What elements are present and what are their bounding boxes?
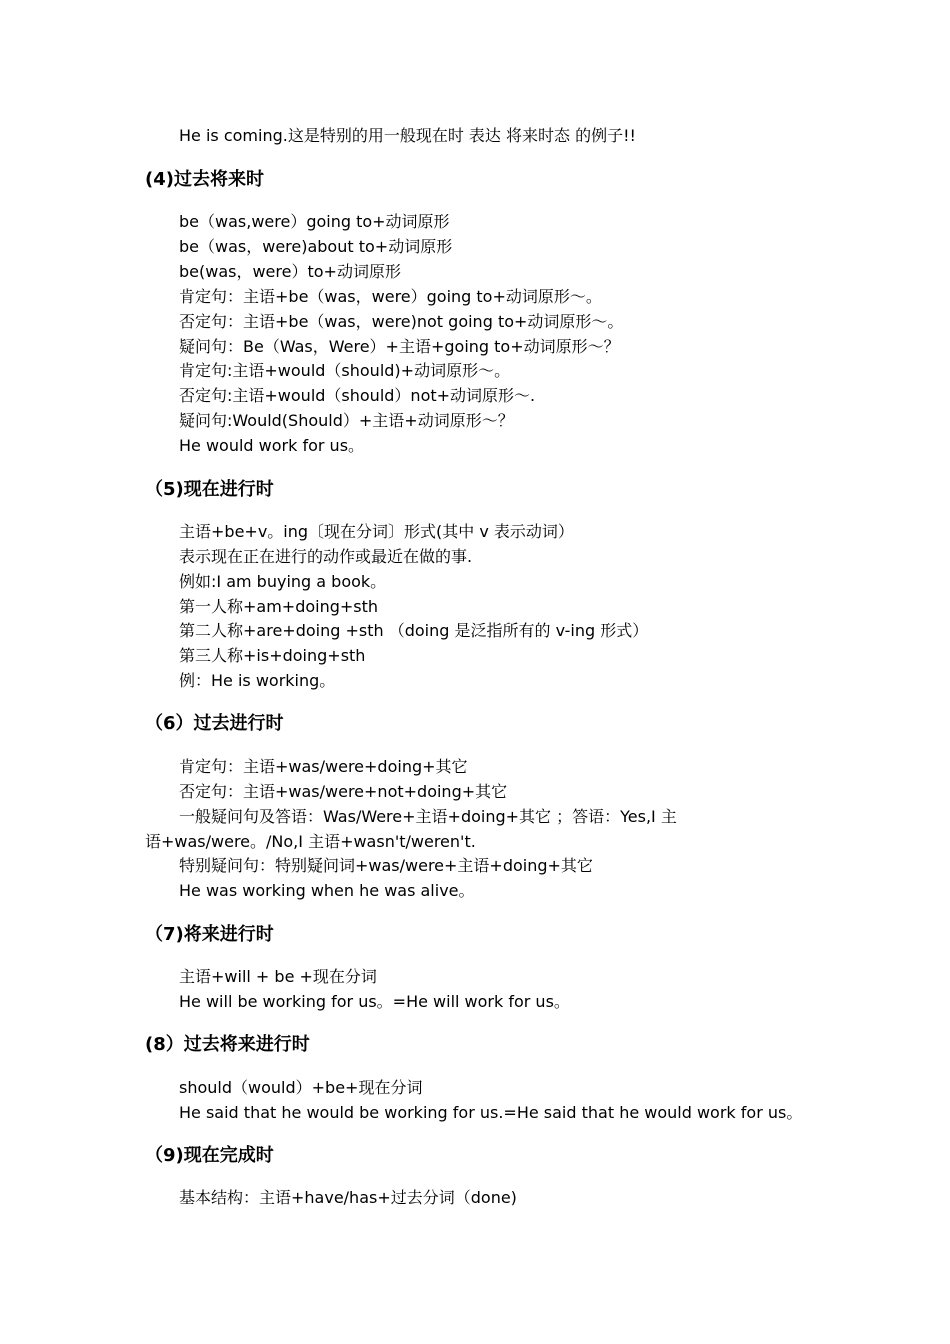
text-line: 特别疑问句：特别疑问词+was/were+主语+doing+其它 xyxy=(179,856,593,875)
text-line: 主语+be+v。ing〔现在分词〕形式(其中 v 表示动词） xyxy=(179,522,574,541)
intro-line: He is coming.这是特别的用一般现在时 表达 将来时态 的例子!! xyxy=(179,126,636,145)
text-line: be(was，were）to+动词原形 xyxy=(179,262,401,281)
text-line: 疑问句:Would(Should）+主语+动词原形～？ xyxy=(179,411,514,430)
text-line: be（was,were）going to+动词原形 xyxy=(179,212,450,231)
text-line: 肯定句：主语+was/were+doing+其它 xyxy=(179,757,468,776)
text-line: should（would）+be+现在分词 xyxy=(179,1078,423,1097)
section-7-heading: （7)将来进行时 xyxy=(145,924,274,945)
text-line: 例：He is working。 xyxy=(179,671,336,690)
text-line: 肯定句:主语+would（should)+动词原形～。 xyxy=(179,361,511,380)
text-line: 否定句：主语+be（was，were)not going to+动词原形～。 xyxy=(179,312,624,331)
section-9-heading: （9)现在完成时 xyxy=(145,1145,274,1166)
text-line: be（was，were)about to+动词原形 xyxy=(179,237,453,256)
text-line: 主语+will + be +现在分词 xyxy=(179,967,377,986)
section-6-heading: （6）过去进行时 xyxy=(145,713,284,734)
section-4-heading: (4)过去将来时 xyxy=(145,169,264,190)
text-line: 一般疑问句及答语：Was/Were+主语+doing+其它 ；答语：Yes,I 主 xyxy=(179,807,677,826)
text-line: 疑问句：Be（Was，Were）+主语+going to+动词原形～？ xyxy=(179,337,620,356)
text-line: 基本结构：主语+have/has+过去分词（done) xyxy=(179,1188,517,1207)
text-line: 第三人称+is+doing+sth xyxy=(179,646,366,665)
text-line: 表示现在正在进行的动作或最近在做的事. xyxy=(179,547,473,566)
text-line: He was working when he was alive。 xyxy=(179,881,475,900)
text-line: 第一人称+am+doing+sth xyxy=(179,597,379,616)
text-line: 第二人称+are+doing +sth （doing 是泛指所有的 v-ing 形式） xyxy=(179,621,649,640)
text-line: He will be working for us。=He will work for us。 xyxy=(179,992,570,1011)
text-line: He said that he would be working for us.=He said that he would work for us。 xyxy=(179,1103,803,1122)
text-line: 语+was/were。/No,I 主语+wasn't/weren't. xyxy=(145,832,476,851)
text-line: 例如:I am buying a book。 xyxy=(179,572,387,591)
text-line: He would work for us。 xyxy=(179,436,365,455)
section-5-heading: （5)现在进行时 xyxy=(145,479,274,500)
section-8-heading: (8）过去将来进行时 xyxy=(145,1034,310,1055)
text-line: 否定句：主语+was/were+not+doing+其它 xyxy=(179,782,508,801)
text-line: 否定句:主语+would（should）not+动词原形～. xyxy=(179,386,536,405)
text-line: 肯定句：主语+be（was，were）going to+动词原形～。 xyxy=(179,287,602,306)
